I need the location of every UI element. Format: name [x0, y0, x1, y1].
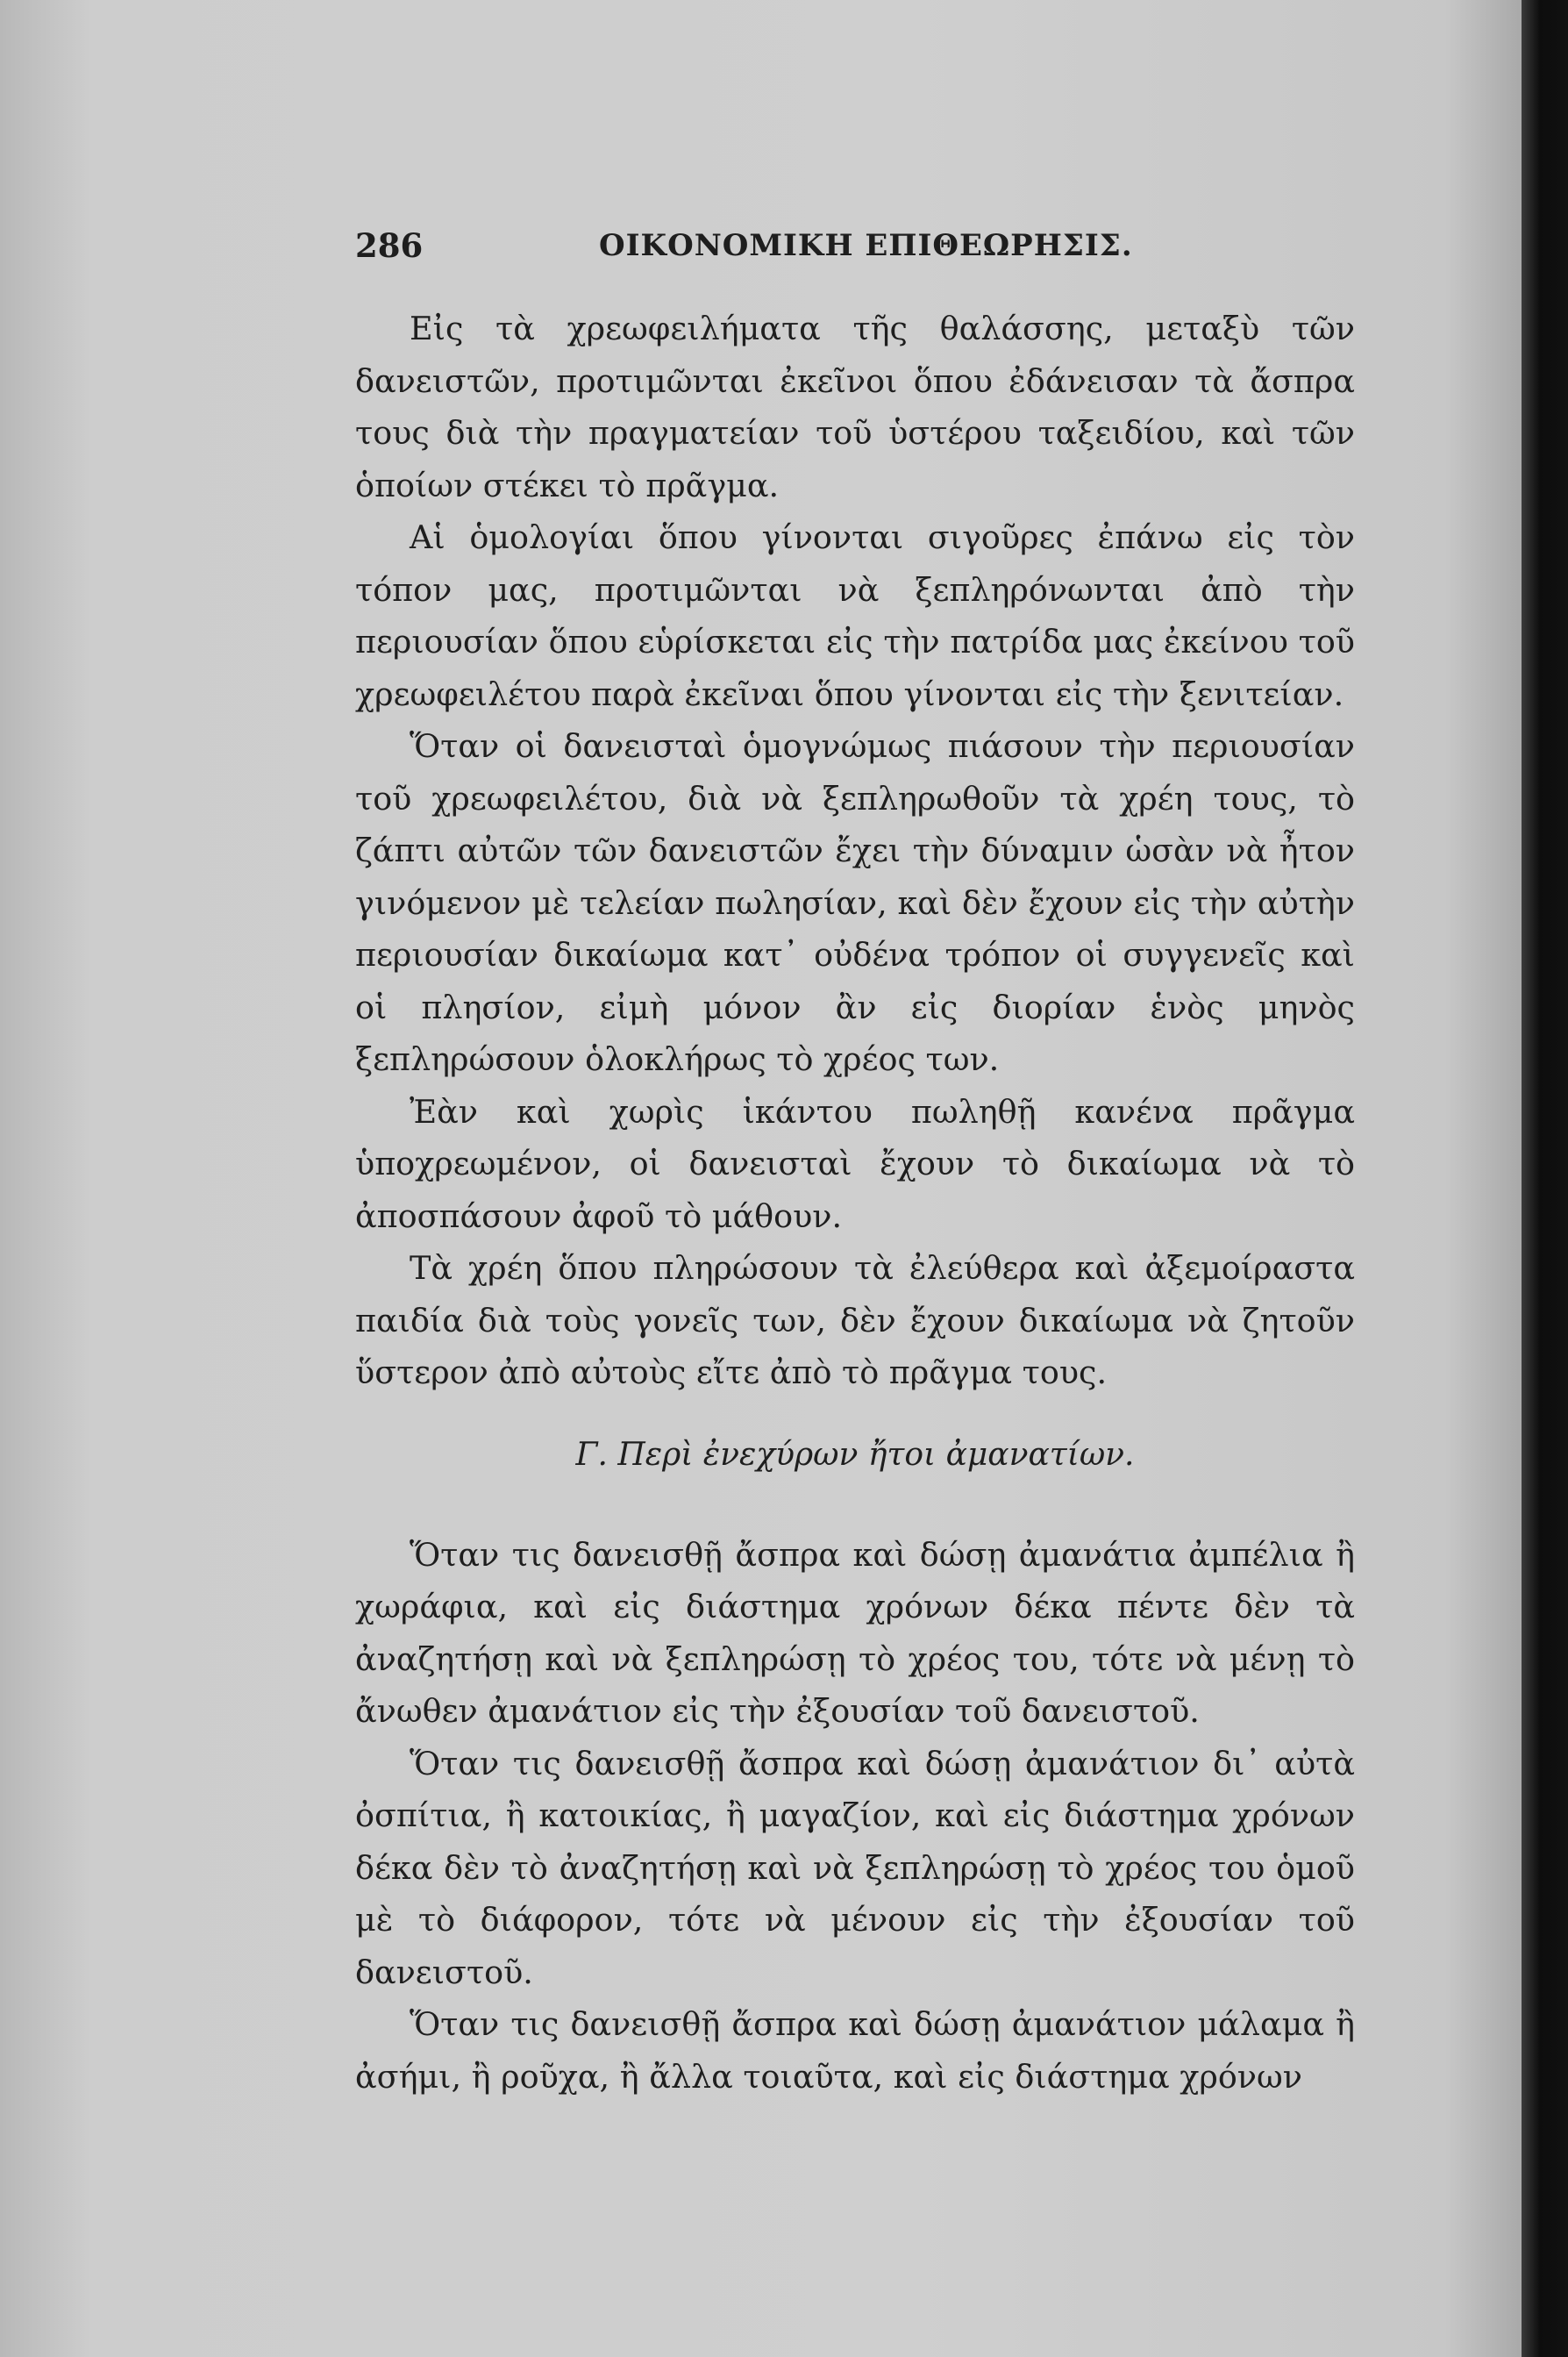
paragraph: Αἱ ὁμολογίαι ὅπου γίνονται σιγοῦρες ἐπάνω εἰς τὸν τόπον μας, προτιμῶνται νὰ ξεπληρόνωνται ἀπὸ τὴν περιουσίαν ὅπου εὑρίσκεται εἰς τὴν πατρίδα μας ἐκείνου τοῦ χρεωφειλέτου παρὰ ἐκεῖναι ὅπου γίνονται εἰς τὴν ξενιτείαν. — [355, 518, 1355, 713]
paragraph: Ὅταν τις δανεισθῇ ἄσπρα καὶ δώσῃ ἀμανάτιον δι᾿ αὐτὰ ὀσπίτια, ἢ κατοικίας, ἢ μαγαζίον, καὶ εἰς διάστημα χρόνων δέκα δὲν τὸ ἀναζητήσῃ καὶ νὰ ξεπληρώσῃ τὸ χρέος του ὁμοῦ μὲ τὸ διάφορον, τότε νὰ μένουν εἰς τὴν ἐξουσίαν τοῦ δανειστοῦ. — [355, 1744, 1355, 1991]
book-binding-edge — [1522, 0, 1568, 2357]
paragraph: Τὰ χρέη ὅπου πληρώσουν τὰ ἐλεύθερα καὶ ἀξεμοίραστα παιδία διὰ τοὺς γονεῖς των, δὲν ἔχουν δικαίωμα νὰ ζητοῦν ὕστερον ἀπὸ αὐτοὺς εἴτε ἀπὸ τὸ πρᾶγμα τους. — [355, 1249, 1355, 1391]
paragraph: Ὅταν τις δανεισθῇ ἄσπρα καὶ δώσῃ ἀμανάτιον μάλαμα ἢ ἀσήμι, ἢ ροῦχα, ἢ ἄλλα τοιαῦτα, καὶ εἰς διάστημα χρόνων — [355, 2005, 1355, 2096]
paragraph: Ὅταν οἱ δανεισταὶ ὁμογνώμως πιάσουν τὴν περιουσίαν τοῦ χρεωφειλέτου, διὰ νὰ ξεπληρωθοῦν τὰ χρέη τους, τὸ ζάπτι αὐτῶν τῶν δανειστῶν ἔχει τὴν δύναμιν ὡσὰν νὰ ἦτον γινόμενον μὲ τελείαν πωλησίαν, καὶ δὲν ἔχουν εἰς τὴν αὐτὴν περιουσίαν δικαίωμα κατ᾿ οὐδένα τρόπον οἱ συγγενεῖς καὶ οἱ πλησίον, εἰμὴ μόνον ἂν εἰς διορίαν ἑνὸς μηνὸς ξεπληρώσουν ὁλοκλήρως τὸ χρέος των. — [355, 727, 1355, 1078]
running-title: ΟΙΚΟΝΟΜΙΚΗ ΕΠΙΘΕΩΡΗΣΙΣ. — [599, 228, 1133, 263]
paragraph: Εἰς τὰ χρεωφειλήματα τῆς θαλάσσης, μεταξὺ τῶν δανειστῶν, προτιμῶνται ἐκεῖνοι ὅπου ἐδάνεισαν τὰ ἄσπρα τους διὰ τὴν πραγματείαν τοῦ ὑστέρου ταξειδίου, καὶ τῶν ὁποίων στέκει τὸ πρᾶγμα. — [355, 310, 1355, 504]
section-heading: Γ. Περὶ ἐνεχύρων ἤτοι ἀμανατίων. — [575, 1436, 1135, 1473]
page-number: 286 — [355, 226, 424, 265]
page-header — [355, 226, 1355, 279]
paragraph: Ὅταν τις δανεισθῇ ἄσπρα καὶ δώσῃ ἀμανάτια ἀμπέλια ἢ χωράφια, καὶ εἰς διάστημα χρόνων δέκα πέντε δὲν τὰ ἀναζητήσῃ καὶ νὰ ξεπληρώσῃ τὸ χρέος του, τότε νὰ μένῃ τὸ ἄνωθεν ἀμανάτιον εἰς τὴν ἐξουσίαν τοῦ δανειστοῦ. — [355, 1535, 1355, 1730]
body-text — [355, 303, 1355, 2103]
paragraph: Ἐὰν καὶ χωρὶς ἱκάντου πωληθῇ κανένα πρᾶγμα ὑποχρεωμένον, οἱ δανεισταὶ ἔχουν τὸ δικαίωμα νὰ τὸ ἀποσπάσουν ἀφοῦ τὸ μάθουν. — [355, 1092, 1355, 1235]
